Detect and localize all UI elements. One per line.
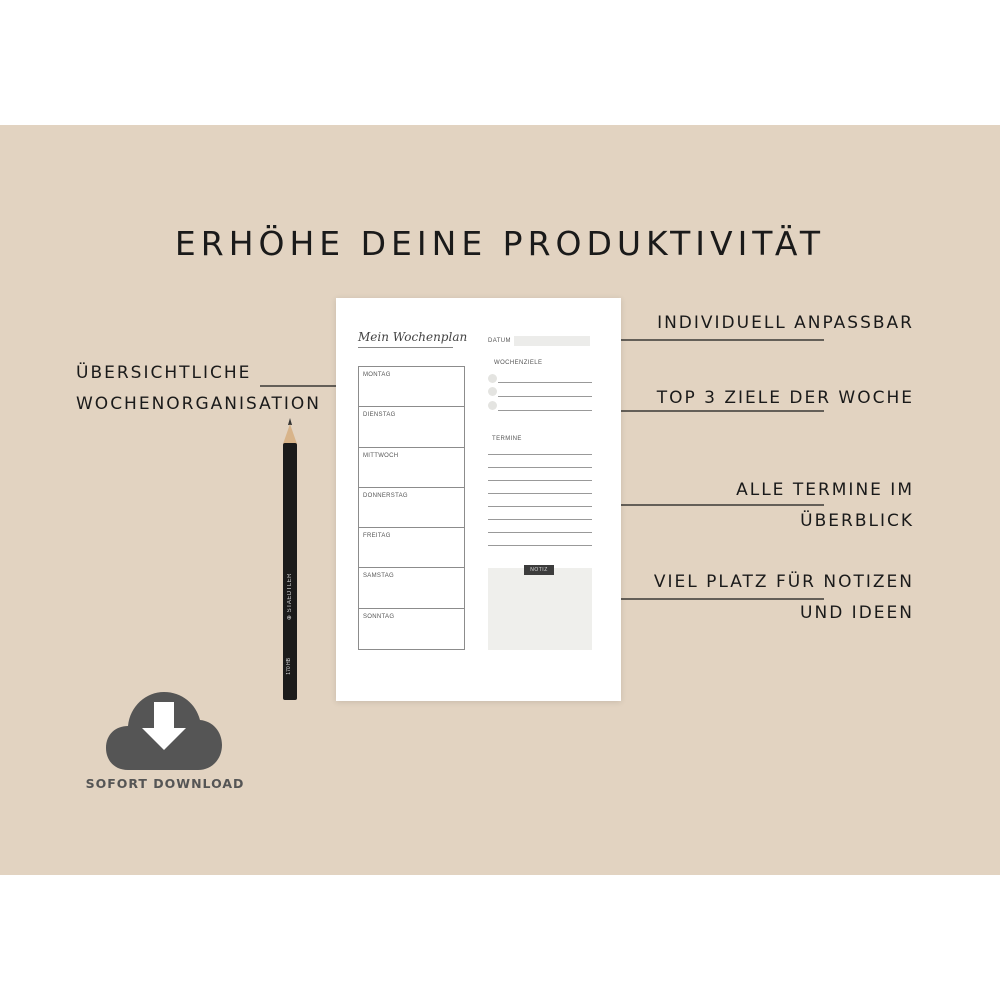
pencil-code: 170 HB [286,658,292,675]
callout-text: ÜBERSICHTLICHE [76,363,252,383]
goal-line [498,382,592,383]
callout-text: ÜBERBLICK [800,511,914,531]
day-sunday: SONNTAG [363,613,395,620]
date-label: DATUM [488,338,511,344]
callout-text: WOCHENORGANISATION [76,394,321,414]
goals-label: WOCHENZIELE [494,360,543,366]
callout-text: TOP 3 ZIELE DER WOCHE [656,388,914,408]
appointment-line [488,519,592,520]
appointment-line [488,467,592,468]
pencil-tip [283,424,297,444]
callout-text: UND IDEEN [800,603,914,623]
appointment-line [488,454,592,455]
pencil-brand: ⊕ STAEDTLER [287,573,293,621]
goal-line [498,410,592,411]
planner-sheet [336,298,621,701]
download-label: SOFORT DOWNLOAD [85,776,245,791]
callout-appointments [736,475,914,537]
day-wednesday: MITTWOCH [359,448,464,488]
callout-text: VIEL PLATZ FÜR NOTIZEN [653,572,914,592]
callout-text: ALLE TERMINE IM [736,480,914,500]
date-field [514,336,590,346]
callout-text: INDIVIDUELL ANPASSBAR [657,313,914,333]
headline: ERHÖHE DEINE PRODUKTIVITÄT [174,224,826,263]
appointment-line [488,532,592,533]
callout-weekly-organisation [76,358,321,420]
appointments-label: TERMINE [492,436,522,442]
appointment-line [488,493,592,494]
callout-customizable [657,308,914,339]
goal-bullet [488,387,497,396]
cloud-download-icon [106,688,222,770]
goal-bullet [488,374,497,383]
day-thursday: DONNERSTAG [359,488,464,528]
goal-bullet [488,401,497,410]
goal-line [498,396,592,397]
appointment-line [488,480,592,481]
callout-top3-goals [657,383,914,414]
pencil [283,418,297,700]
appointment-line [488,506,592,507]
appointment-line [488,545,592,546]
day-monday: MONTAG [359,367,464,407]
day-list [358,366,465,650]
day-saturday: SAMSTAG [359,568,464,608]
note-area [488,568,592,650]
planner-title: Mein Wochenplan [358,330,468,344]
callout-notes [654,567,914,629]
day-tuesday: DIENSTAG [359,407,464,447]
note-tag: NOTIZ [524,565,554,575]
day-friday: FREITAG [359,528,464,568]
